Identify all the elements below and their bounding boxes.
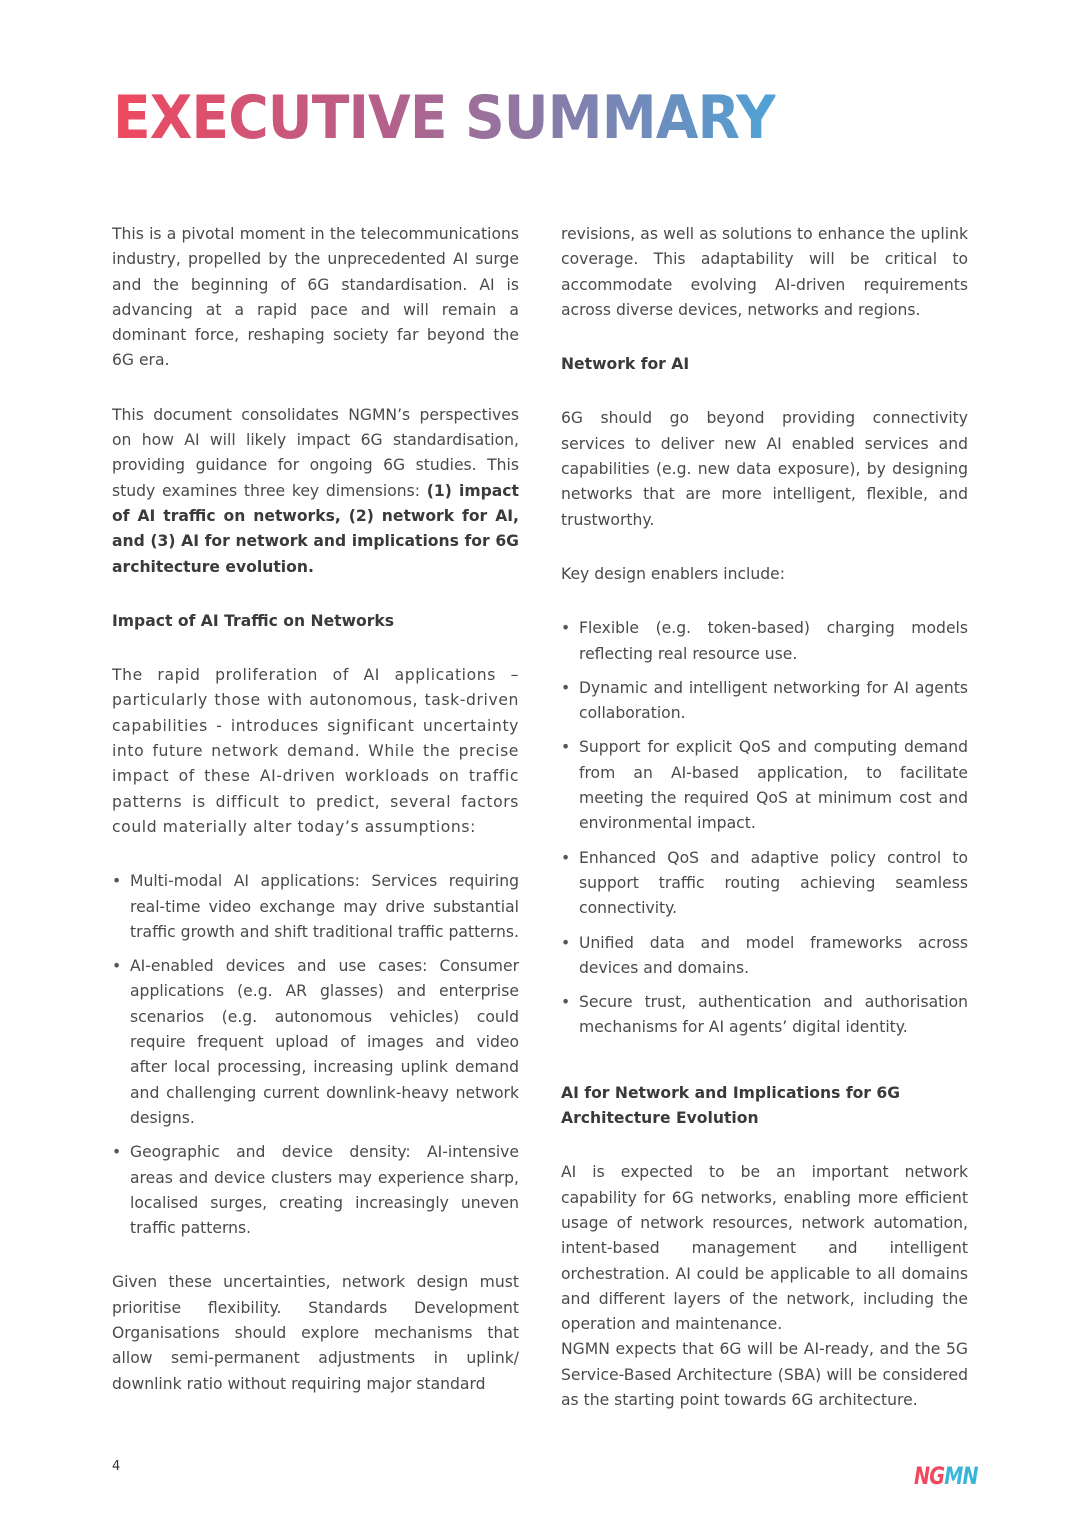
- list-item: [561, 616, 968, 667]
- section-heading-impact-of-ai-traffic: Impact of AI Traffic on Networks: [112, 611, 395, 630]
- bullet-icon: •: [561, 619, 571, 638]
- bullet-icon: •: [112, 957, 122, 976]
- list-item: [561, 931, 968, 982]
- list-item-text: Flexible (e.g. token-based) charging models reflecting real resource use.: [579, 619, 968, 663]
- impact-factors-list: [112, 869, 519, 1241]
- key-enablers-intro: Key design enablers include:: [561, 564, 786, 583]
- bullet-icon: •: [561, 993, 571, 1012]
- intro-paragraph-1: This is a pivotal moment in the telecommunications industry, propelled by the unprecedented AI surge and the beginning of 6G standardisation. AI is advancing at a rapid pace and will remain a dominant force, reshaping society far beyond the 6G era.: [112, 225, 519, 370]
- page-number: 4: [112, 1459, 121, 1474]
- page-title: EXECUTIVE SUMMARY: [113, 83, 776, 153]
- list-item: [561, 676, 968, 727]
- list-item-text: Support for explicit QoS and computing demand from an AI-based application, to facilitate meeting the required QoS at minimum cost and environmental impact.: [579, 738, 968, 833]
- list-item-text: Enhanced QoS and adaptive policy control to support traffic routing achieving seamless connectivity.: [579, 848, 968, 918]
- logo-part-mn: MN: [944, 1462, 978, 1490]
- list-item: [561, 990, 968, 1041]
- list-item: [112, 869, 519, 945]
- bullet-icon: •: [561, 738, 571, 757]
- ngmn-logo: [914, 1462, 978, 1490]
- flexibility-paragraph: Given these uncertainties, network design must prioritise flexibility. Standards Development Organisations should explore mechanisms that allow semi-permanent adjustments in uplink/ downlink ratio without requiring major standard: [112, 1273, 519, 1393]
- section-heading-line-1: AI for Network and Implications for 6G: [561, 1083, 901, 1102]
- list-item-text: Secure trust, authentication and authorisation mechanisms for AI agents’ digital identity.: [579, 993, 968, 1037]
- list-item: [561, 846, 968, 922]
- list-item: [561, 735, 968, 836]
- list-item: [112, 1140, 519, 1241]
- bullet-icon: •: [561, 933, 571, 952]
- network-for-ai-paragraph: 6G should go beyond providing connectivity services to deliver new AI enabled services and capabilities (e.g. new data exposure), by designing networks that are more intelligent, flexible, and trustworthy.: [561, 409, 968, 529]
- list-item-text: Dynamic and intelligent networking for AI agents collaboration.: [579, 678, 968, 723]
- ai-for-network-paragraph-1: AI is expected to be an important network capability for 6G networks, enabling more efficient usage of network resources, network automation, intent-based management and intelligent orchestration. AI could be applicable to all domains and different layers of the network, including the operation and maintenance.: [561, 1163, 968, 1334]
- list-item-text: AI-enabled devices and use cases: Consumer applications (e.g. AR glasses) and enterprise scenarios (e.g. autonomous vehicles) could require frequent upload of images and video after local processing, increasing uplink demand and challenging current downlink-heavy network designs.: [130, 957, 519, 1127]
- bullet-icon: •: [112, 1143, 122, 1162]
- ai-for-network-paragraph-2: NGMN expects that 6G will be AI-ready, and the 5G Service-Based Architecture (SBA) will be considered as the starting point towards 6G architecture.: [561, 1340, 968, 1409]
- logo-part-ng: NG: [914, 1462, 945, 1490]
- list-item-text: Geographic and device density: AI-intensive areas and device clusters may experience sharp, localised surges, creating increasingly uneven traffic patterns.: [130, 1143, 519, 1238]
- bullet-icon: •: [561, 678, 571, 697]
- bullet-icon: •: [112, 872, 122, 891]
- list-item-text: Unified data and model frameworks across devices and domains.: [579, 933, 968, 977]
- impact-paragraph: The rapid proliferation of AI applications – particularly those with autonomous, task-driven capabilities - introduces significant uncertainty into future network demand. While the precise impact of these AI-driven workloads on traffic patterns is difficult to predict, several factors could materially alter today’s assumptions:: [112, 666, 519, 836]
- right-column: [561, 222, 968, 1413]
- continuation-paragraph: revisions, as well as solutions to enhance the uplink coverage. This adaptability will be critical to accommodate evolving AI-driven requirements across diverse devices, networks and regions.: [561, 225, 968, 319]
- left-column: [112, 222, 519, 1397]
- list-item-text: Multi-modal AI applications: Services requiring real-time video exchange may drive substantial traffic growth and shift traditional traffic patterns.: [130, 872, 519, 941]
- intro-key-dimensions: (1) impact of AI traffic on networks, (2) network for AI, and (3) AI for network and implications for 6G architecture evolution.: [112, 481, 519, 576]
- intro-paragraph-2-text: This document consolidates NGMN’s perspectives on how AI will likely impact 6G standardisation, providing guidance for ongoing 6G studies. This study examines three key dimensions:: [112, 405, 519, 500]
- list-item: [112, 954, 519, 1131]
- section-heading-line-2: Architecture Evolution: [561, 1109, 759, 1128]
- intro-paragraph-2: [112, 403, 519, 580]
- section-heading-network-for-ai: Network for AI: [561, 355, 690, 374]
- section-heading-ai-for-network: [561, 1081, 968, 1132]
- bullet-icon: •: [561, 848, 571, 867]
- design-enablers-list: [561, 616, 968, 1040]
